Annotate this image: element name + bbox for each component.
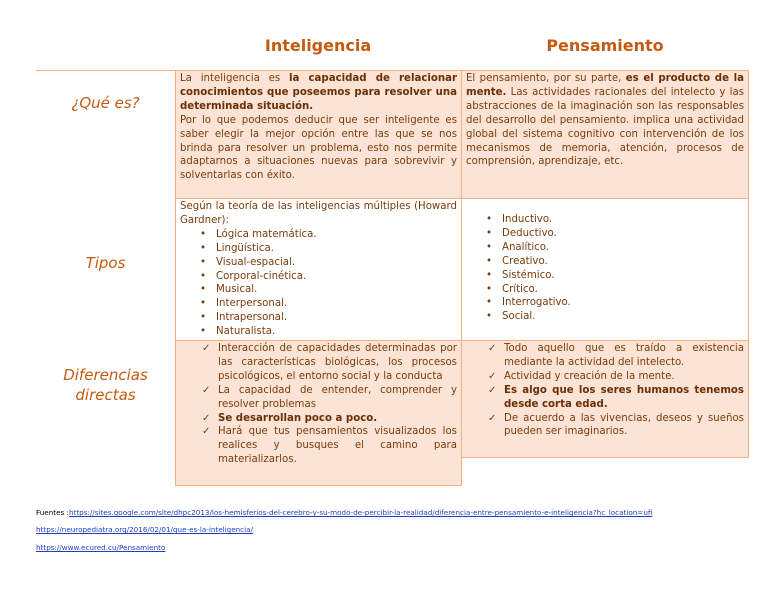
- list-item: • Lingüística.: [180, 242, 457, 256]
- source-link-2[interactable]: https://neuropediatra.org/2016/02/01/que-es-la-inteligencia/: [36, 525, 253, 534]
- row-label-diferencias-line2: directas: [75, 386, 136, 404]
- cell-que-es-pensamiento: [461, 70, 749, 199]
- column-header-inteligencia: Inteligencia: [264, 36, 372, 55]
- source-line-2: [36, 525, 253, 534]
- list-item: • Naturalista.: [180, 325, 457, 339]
- text-span: El pensamiento, por su parte,: [466, 73, 626, 84]
- cell-tipos-inteligencia: [175, 198, 462, 341]
- cell-diferencias-inteligencia: [175, 340, 462, 486]
- list-item: • Creativo.: [466, 255, 744, 269]
- pensamiento-differences-list: [466, 342, 744, 439]
- list-item: ✓ Hará que tus pensamientos visualizados los realices y busques el camino para materializarlos.: [180, 425, 457, 467]
- text-span: Las actividades racionales del intelecto y las abstracciones de la imaginación son las responsables del desarrollo del pensamiento. implica una actividad global del sistema cognitivo con intervención de los mecanismos de memoria, atención, procesos de comprensión, aprendizaje, etc.: [466, 86, 744, 168]
- que-es-inteligencia-deduction: Por lo que podemos deducir que ser inteligente es saber elegir la mejor opción entre las que se nos brinda para resolver un problema, esto nos permite adaptarnos a situaciones nuevas para sobrevivir y solventarlas con éxito.: [180, 114, 457, 182]
- list-item: • Inductivo.: [466, 213, 744, 227]
- pensamiento-types-list: [466, 213, 744, 324]
- row-label-diferencias: [36, 365, 175, 405]
- bold-span: Es algo que los seres humanos tenemos desde corta edad.: [504, 384, 744, 410]
- label-column-top-rule: [36, 70, 175, 71]
- que-es-inteligencia-definition: [180, 72, 457, 114]
- list-item: • Crítico.: [466, 283, 744, 297]
- row-label-tipos: Tipos: [85, 254, 126, 272]
- sources-label: Fuentes :: [36, 508, 69, 517]
- row-label-diferencias-line1: Diferencias: [63, 366, 148, 384]
- inteligencia-differences-list: [180, 342, 457, 467]
- list-item: ✓ Actividad y creación de la mente.: [466, 370, 744, 384]
- list-item: • Interpersonal.: [180, 297, 457, 311]
- que-es-pensamiento-definition: [466, 72, 744, 169]
- cell-diferencias-pensamiento: [461, 340, 749, 458]
- list-item: [466, 384, 744, 412]
- list-item: • Analítico.: [466, 241, 744, 255]
- source-line-1: [36, 508, 652, 517]
- list-item: • Lógica matemática.: [180, 228, 457, 242]
- list-item: • Visual-espacial.: [180, 256, 457, 270]
- inteligencia-types-list: [180, 228, 457, 339]
- bold-span: Se desarrollan poco a poco.: [218, 412, 378, 424]
- list-item: • Corporal-cinética.: [180, 270, 457, 284]
- list-item: ✓ Todo aquello que es traído a existencia mediante la actividad del intelecto.: [466, 342, 744, 370]
- tipos-intro: Según la teoría de las inteligencias múltiples (Howard Gardner):: [180, 201, 457, 226]
- row-label-que-es: ¿Qué es?: [71, 94, 140, 112]
- list-item: • Sistémico.: [466, 269, 744, 283]
- source-link-3[interactable]: https://www.ecured.cu/Pensamiento: [36, 543, 166, 552]
- bold-span: la capacidad de relacionar conocimientos que poseemos para resolver una determinada situación.: [180, 73, 457, 112]
- column-header-pensamiento: Pensamiento: [546, 36, 664, 55]
- cell-tipos-pensamiento: [461, 198, 749, 341]
- source-line-3: [36, 543, 165, 552]
- list-item: [180, 412, 457, 426]
- text-span: La inteligencia es: [180, 73, 290, 84]
- list-item: • Intrapersonal.: [180, 311, 457, 325]
- list-item: • Deductivo.: [466, 227, 744, 241]
- list-item: ✓ Interacción de capacidades determinadas por las características biológicas, los procesos psicológicos, el entorno social y la conducta: [180, 342, 457, 384]
- list-item: • Musical.: [180, 283, 457, 297]
- source-link-1[interactable]: https://sites.google.com/site/dhpc2013/los-hemisferios-del-cerebro-y-su-modo-de-percibir-la-realidad/diferencia-entre-pensamiento-e-inteligencia?hc_location=ufi: [68, 508, 653, 517]
- list-item: • Social.: [466, 310, 744, 324]
- list-item: • Interrogativo.: [466, 296, 744, 310]
- list-item: ✓ De acuerdo a las vivencias, deseos y sueños pueden ser imaginarios.: [466, 412, 744, 440]
- cell-que-es-inteligencia: [175, 70, 462, 199]
- list-item: ✓ La capacidad de entender, comprender y resolver problemas: [180, 384, 457, 412]
- bold-span: es el producto de la mente.: [466, 73, 744, 98]
